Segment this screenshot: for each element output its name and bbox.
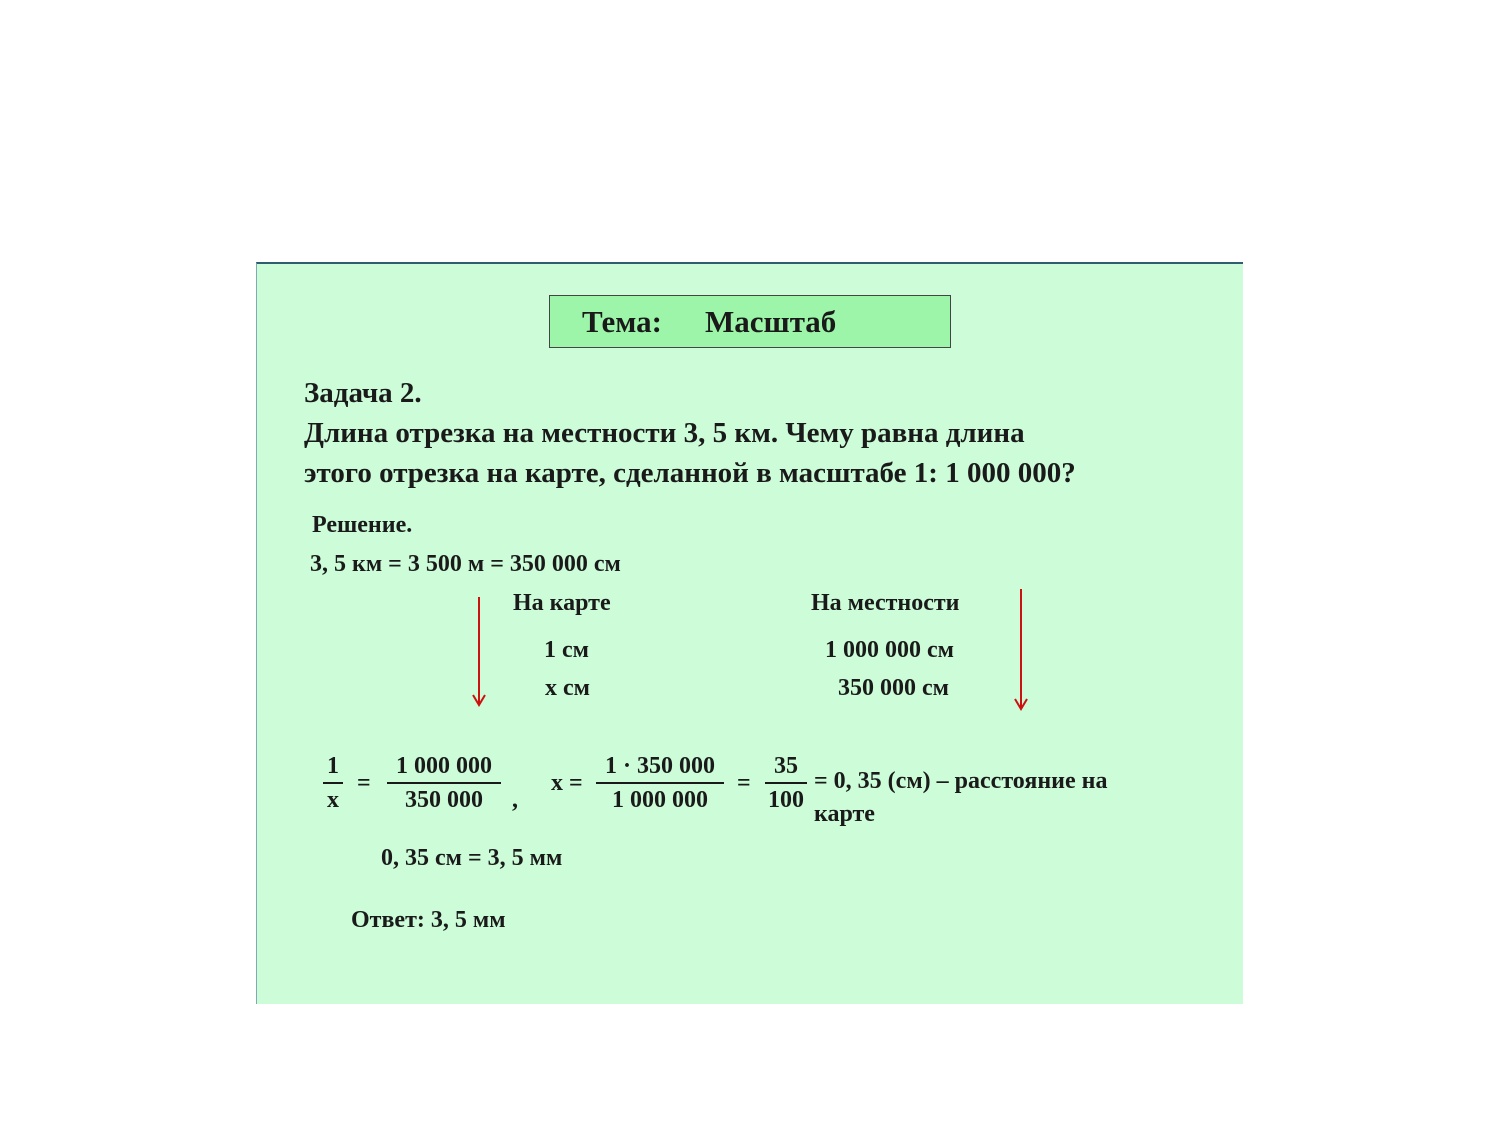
comma: , xyxy=(512,787,518,813)
fraction-3 xyxy=(596,752,724,814)
topic-label: Тема: xyxy=(582,304,662,339)
fraction-2 xyxy=(387,752,501,814)
fraction-4-denominator: 100 xyxy=(768,787,804,813)
fraction-3-denominator: 1 000 000 xyxy=(612,787,708,813)
fraction-1-denominator: х xyxy=(327,787,339,813)
fraction-4 xyxy=(765,752,807,814)
fraction-1-over-x xyxy=(323,752,343,814)
x-equals: х = xyxy=(551,770,583,796)
fraction-4-numerator: 35 xyxy=(765,752,807,784)
down-arrow-left xyxy=(471,597,487,709)
map-column-header: На карте xyxy=(513,590,611,616)
topic-value: Масштаб xyxy=(705,304,837,339)
task-title: Задача 2. xyxy=(304,377,422,409)
equals-sign-1: = xyxy=(357,770,371,796)
fraction-2-denominator: 350 000 xyxy=(405,787,483,813)
task-line-1: Длина отрезка на местности 3, 5 км. Чему равна длина xyxy=(304,417,1025,449)
result-line-2: карте xyxy=(814,801,875,827)
ground-column-header: На местности xyxy=(811,590,960,616)
topic-box xyxy=(549,295,951,348)
fraction-1-numerator: 1 xyxy=(323,752,343,784)
answer: Ответ: 3, 5 мм xyxy=(351,907,506,933)
ground-value-2: 350 000 см xyxy=(838,675,949,701)
map-value-1: 1 см xyxy=(544,637,589,663)
fraction-2-numerator: 1 000 000 xyxy=(387,752,501,784)
slide xyxy=(256,262,1243,1004)
mm-conversion: 0, 35 см = 3, 5 мм xyxy=(381,845,563,871)
map-value-x: х см xyxy=(545,675,590,701)
result-line-1: = 0, 35 (см) – расстояние на xyxy=(814,768,1108,794)
unit-conversion: 3, 5 км = 3 500 м = 350 000 см xyxy=(310,551,621,577)
solution-heading: Решение. xyxy=(312,512,413,538)
fraction-3-numerator: 1 · 350 000 xyxy=(596,752,724,784)
down-arrow-right xyxy=(1013,589,1029,713)
ground-value-1: 1 000 000 см xyxy=(825,637,954,663)
task-line-2: этого отрезка на карте, сделанной в масштабе 1: 1 000 000? xyxy=(304,457,1076,489)
equals-sign-2: = xyxy=(737,770,751,796)
